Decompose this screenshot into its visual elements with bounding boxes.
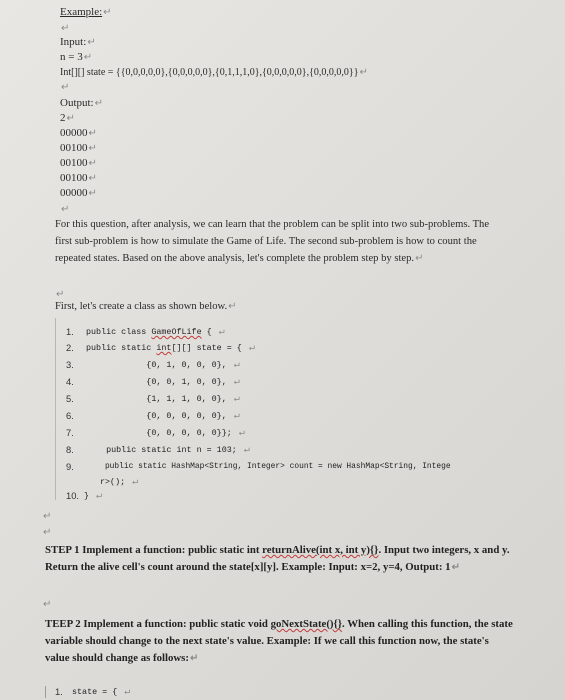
paragraph-mark-icon: ↵	[237, 445, 250, 456]
paragraph-mark-icon: ↵	[94, 98, 104, 109]
blank-mark	[42, 510, 51, 523]
paragraph-mark-icon: ↵	[227, 394, 240, 405]
paragraph-mark-icon: ↵	[61, 204, 70, 215]
line-number: 7.	[66, 427, 74, 438]
paragraph-mark-icon: ↵	[232, 428, 245, 439]
intro-paragraph: For this question, after analysis, we can learn that the problem can be split into two sub-problems. The first sub-problem is how to simulate the Game of Life. The second sub-problem is how to count the repeated states. Based on the above analysis, let's complete the problem step by step.↵	[55, 219, 490, 264]
paragraph-mark-icon: ↵	[227, 360, 240, 371]
code-line: {0, 0, 1, 0, 0}, ↵	[86, 377, 240, 388]
code-line: } ↵	[84, 491, 103, 502]
code-block-border	[45, 686, 46, 698]
paragraph-mark-icon: ↵	[43, 527, 52, 538]
blank-mark	[42, 526, 51, 539]
paragraph-mark-icon: ↵	[66, 113, 75, 124]
line-number: 6.	[66, 410, 74, 421]
paragraph-mark-icon: ↵	[56, 289, 65, 300]
line-number: 4.	[66, 376, 74, 387]
n-value-line: n = 3↵	[60, 51, 93, 63]
paragraph-mark-icon: ↵	[88, 158, 97, 169]
code-line: public class GameOfLife { ↵	[86, 327, 225, 338]
paragraph-mark-icon: ↵	[88, 128, 97, 139]
paragraph-mark-icon: ↵	[90, 491, 103, 502]
code-line: public static HashMap<String, Integer> count = new HashMap<String, Intege	[86, 462, 451, 471]
output-row: 00000↵	[60, 127, 97, 139]
paragraph-mark-icon: ↵	[43, 599, 52, 610]
paragraph-mark-icon: ↵	[359, 67, 368, 78]
code-line: {0, 1, 0, 0, 0}, ↵	[86, 360, 240, 371]
paragraph-mark-icon: ↵	[88, 143, 97, 154]
paragraph-mark-icon: ↵	[126, 477, 139, 488]
line-number: 2.	[66, 342, 74, 353]
code-line: public static int n = 103; ↵	[86, 445, 250, 456]
output-row: 00100↵	[60, 157, 97, 169]
line-number: 9.	[66, 461, 74, 472]
output-row: 00000↵	[60, 187, 97, 199]
code-line: state = { ↵	[72, 687, 131, 698]
paragraph-mark-icon: ↵	[87, 37, 96, 48]
line-number: 1.	[66, 326, 74, 337]
code-line: {0, 0, 0, 0, 0}}; ↵	[86, 428, 245, 439]
state-value-line: Int[][] state = {{0,0,0,0,0},{0,0,0,0,0},{0,1,1,1,0},{0,0,0,0,0},{0,0,0,0,0}}↵	[60, 67, 368, 78]
blank-mark	[60, 203, 69, 216]
output-row: 00100↵	[60, 142, 97, 154]
line-number: 3.	[66, 359, 74, 370]
output-row: 00100↵	[60, 172, 97, 184]
code-block	[55, 318, 496, 500]
example-title: Example:↵	[60, 6, 112, 18]
paragraph-mark-icon: ↵	[83, 52, 93, 63]
paragraph-mark-icon: ↵	[415, 253, 424, 264]
paragraph-mark-icon: ↵	[227, 377, 240, 388]
paragraph-mark-icon: ↵	[451, 562, 460, 573]
class-intro: First, let's create a class as shown below.↵	[55, 301, 237, 312]
line-number: 10.	[66, 490, 80, 501]
input-label: Input:↵	[60, 36, 96, 48]
paragraph-mark-icon: ↵	[212, 327, 225, 338]
code-line-wrap: r>(); ↵	[100, 477, 139, 488]
paragraph-mark-icon: ↵	[103, 7, 112, 18]
blank-mark	[60, 81, 69, 94]
paragraph-mark-icon: ↵	[61, 82, 70, 93]
paragraph-mark-icon: ↵	[228, 301, 237, 312]
output-value: 2↵	[60, 112, 75, 124]
paragraph-mark-icon: ↵	[189, 653, 199, 664]
code-line: public static int[][] state = { ↵	[86, 343, 255, 354]
line-number: 8.	[66, 444, 74, 455]
output-label: Output:↵	[60, 97, 104, 109]
paragraph-mark-icon: ↵	[61, 23, 70, 34]
paragraph-mark-icon: ↵	[43, 511, 52, 522]
paragraph-mark-icon: ↵	[88, 173, 97, 184]
paragraph-mark-icon: ↵	[242, 343, 255, 354]
paragraph-mark-icon: ↵	[118, 687, 131, 698]
paragraph-mark-icon: ↵	[88, 188, 97, 199]
line-number: 5.	[66, 393, 74, 404]
paragraph-mark-icon: ↵	[227, 411, 240, 422]
blank-mark	[42, 598, 51, 611]
line-number: 1.	[55, 686, 63, 697]
step-1-text: STEP 1 Implement a function: public static int returnAlive(int x, int y){}. Input two integers, x and y. Return the alive cell's count around the state[x][y]. Example: Input: x=2, y=4, Output: 1↵	[45, 544, 510, 573]
step-2-text: TEEP 2 Implement a function: public static void goNextState(){}. When calling this function, the state variable should change to the next state's value. Example: If we call this function now, the state's value should change as follows:↵	[45, 618, 513, 664]
code-line: {0, 0, 0, 0, 0}, ↵	[86, 411, 240, 422]
code-line: {1, 1, 1, 0, 0}, ↵	[86, 394, 240, 405]
blank-mark	[60, 22, 69, 35]
